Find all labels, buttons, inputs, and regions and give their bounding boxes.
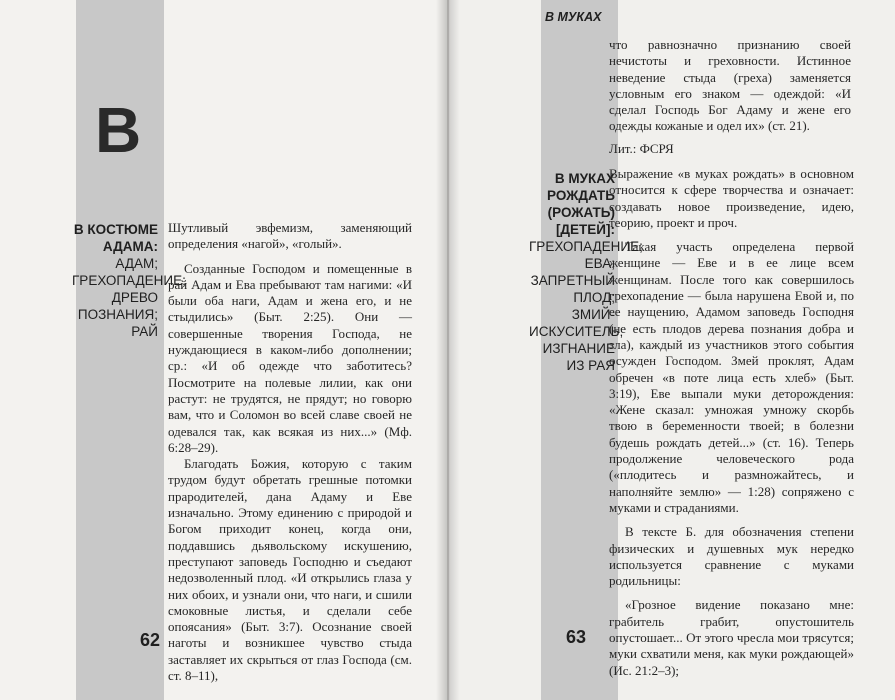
- paragraph: Созданные Господом и помещенные в рай Адам и Ева пребывают там нагими: «И были оба наги, Адам и жена его, и не стыдились» (Быт. 2:25). Они — совершенные творения Господа, не нуждающиеся в каком-либо дополнении; ср.: «И об одежде что заботитесь? Посмотрите на полевые лилии, как они растут: не трудятся, не прядут; но говорю вам, что и Соломон во всей славе своей не одевался так, как всякая из них...» (Мф. 6:28–29).: [168, 260, 412, 455]
- section-letter: В: [95, 94, 142, 166]
- paragraph: Благодать Божия, которую с таким трудом будут обретать грешные потомки прародителей, дана Адаму и Еве изначально. Этому единению с природой и Богом приходит конец, когда они, поддавшись дьявольскому искушению, преступают заповедь Господню и съедают недозволенный плод. «И открылись глаза у них обоих, и узнали они, что наги, и сшили смоковные листья, и сделали себе опоясания» (Быт. 3:7). Осознание своей наготы и возникшее чувство стыда заставляет их скрыться от глаз Господа (см. ст. 8–11),: [168, 456, 412, 684]
- right-page: [449, 0, 895, 700]
- paragraph: Шутливый эвфемизм, заменяющий определения «нагой», «голый».: [168, 220, 412, 252]
- continuation-text: [609, 37, 851, 157]
- entry-term: В МУКАХ РОЖДАТЬ (РОЖАТЬ) [ДЕТЕЙ]:: [547, 171, 615, 237]
- running-head: В МУКАХ: [545, 10, 602, 24]
- paragraph: В тексте Б. для обозначения степени физических и душевных мук нередко используется сравнение с муками родильницы:: [609, 524, 854, 589]
- entry-header-right: [529, 170, 643, 374]
- paragraph: Выражение «в муках рождать» в основном относится к сфере творчества и означает: создавать новое произведение, идею, теорию, проект и проч.: [609, 166, 854, 230]
- entry-term: В КОСТЮМЕ АДАМА:: [73, 222, 158, 254]
- entry-header-left: [72, 221, 186, 340]
- entry-body-right: [609, 166, 854, 679]
- left-page: [0, 0, 447, 700]
- paragraph: что равнозначно признанию своей нечистоты и греховности. Истинное неведение стыда (греха) заменяется условным его знаком — одеждой: «И сделал Господь Бог Адаму и жене его одежды кожаные и одел их» (ст. 21).: [609, 37, 851, 134]
- paragraph: «Грозное видение показано мне: грабитель грабит, опустошитель опустошает... От этого чресла мои трясутся; муки схватили меня, как муки рождающей» (Ис. 21:2–3);: [609, 597, 854, 678]
- literature-ref: Лит.: ФСРЯ: [609, 140, 674, 156]
- paragraph: Такая участь определена первой женщине — Еве и в ее лице всем женщинам. После того как совершилось грехопадение — была нарушена Евой и, по ее наущению, Адамом заповедь Господня (не есть плодов дерева познания добра и зла), каждый из участников этого события осужден Господом. Змей проклят, Адам обречен «в поте лица есть хлеб» (Быт. 3:19), Еве выпали муки деторождения: «Жене сказал: умножая умножу скорбь твою в беременности твоей; в болезни будешь рождать детей...» (ст. 16). Теперь продолжение человеческого рода («плодитесь и размножайтесь, и наполняйте землю» — 1:28) сопряжено с муками и страданиями.: [609, 239, 854, 515]
- entry-tags: АДАМ; ГРЕХОПАДЕНИЕ; ДРЕВО ПОЗНАНИЯ; РАЙ: [72, 256, 186, 339]
- page-number: 63: [566, 627, 587, 647]
- page-number: 62: [140, 630, 161, 650]
- entry-tags: ГРЕХОПАДЕНИЕ; ЕВА; ЗАПРЕТНЫЙ ПЛОД; ЗМИЙ-ИСКУСИТЕЛЬ; ИЗГНАНИЕ ИЗ РАЯ: [529, 239, 643, 373]
- entry-body-left: [168, 220, 412, 684]
